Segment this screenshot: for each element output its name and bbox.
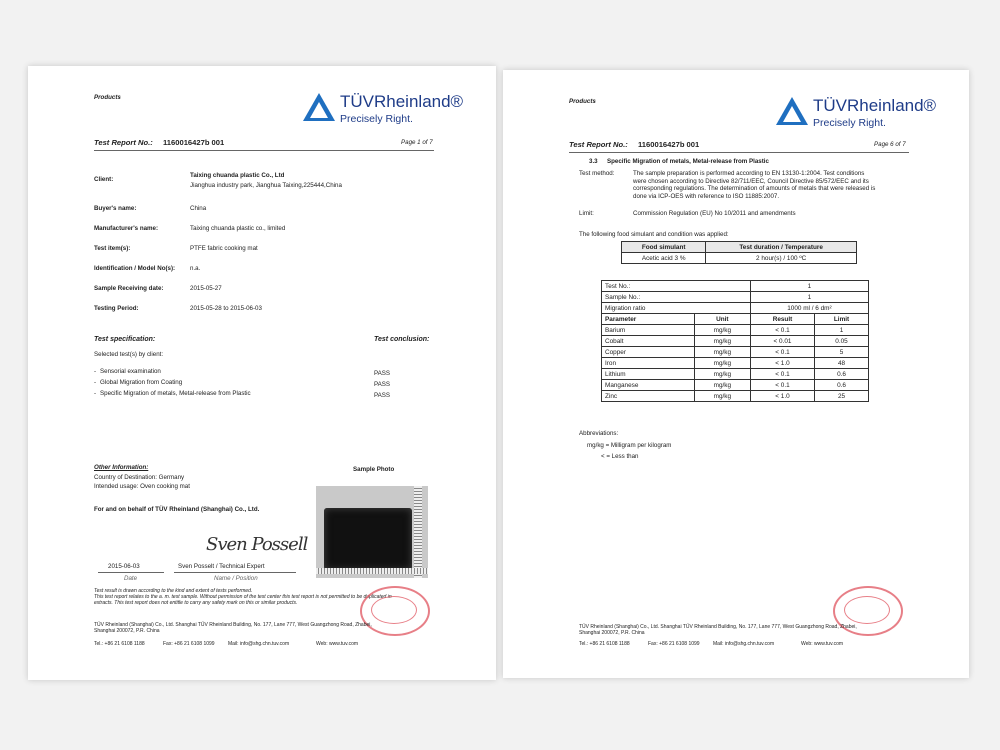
test-result: PASS bbox=[374, 370, 391, 377]
condition-cell: Acetic acid 3 % bbox=[622, 253, 706, 264]
test-result: PASS bbox=[374, 381, 391, 388]
test-name: Global Migration from Coating bbox=[100, 379, 183, 386]
table-cell: Barium bbox=[602, 325, 695, 336]
header-divider bbox=[569, 152, 909, 153]
field-label: Identification / Model No(s): bbox=[94, 265, 176, 272]
table-cell: 5 bbox=[815, 347, 869, 358]
ruler-image bbox=[316, 568, 428, 574]
footer-fax: Fax: +86 21 6108 1099 bbox=[648, 641, 700, 647]
test-conclusion-label: Test conclusion: bbox=[374, 336, 430, 343]
table-cell: < 0.1 bbox=[750, 347, 814, 358]
table-cell: Zinc bbox=[602, 391, 695, 402]
page-number: Page 6 of 7 bbox=[874, 141, 906, 148]
disclaimer-line: Test result is drawn according to the kind and extent of tests performed. bbox=[94, 588, 253, 594]
field-label: Testing Period: bbox=[94, 305, 139, 312]
other-info-line: Intended usage: Oven cooking mat bbox=[94, 483, 190, 490]
section-number: 3.3 bbox=[589, 158, 598, 165]
results-header: Unit bbox=[694, 314, 750, 325]
table-cell: < 1.0 bbox=[750, 358, 814, 369]
field-value: n.a. bbox=[190, 265, 201, 272]
results-header: Result bbox=[750, 314, 814, 325]
tuv-triangle-icon bbox=[302, 92, 336, 122]
ruler-image bbox=[414, 486, 422, 578]
address-line: TÜV Rheinland (Shanghai) Co., Ltd. Shanghai TÜV Rheinland Building, No. 177, Lane 777, West Guangzhong Road, Zhabei, bbox=[94, 622, 372, 628]
tuv-logo bbox=[302, 92, 462, 132]
table-row bbox=[602, 336, 869, 347]
brand-tagline: Precisely Right. bbox=[813, 117, 886, 129]
results-header: Limit bbox=[815, 314, 869, 325]
report-no-label: Test Report No.: bbox=[94, 138, 153, 147]
table-cell: Lithium bbox=[602, 369, 695, 380]
info-value: 1 bbox=[750, 292, 868, 303]
signer-caption: Name / Position bbox=[214, 575, 258, 582]
report-no: 1160016427b 001 bbox=[163, 138, 225, 147]
signer-name: Sven Posselt / Technical Expert bbox=[178, 563, 265, 570]
table-row bbox=[602, 369, 869, 380]
test-result: PASS bbox=[374, 392, 391, 399]
table-cell: 0.05 bbox=[815, 336, 869, 347]
info-value: 1 bbox=[750, 281, 868, 292]
table-row bbox=[602, 380, 869, 391]
page-number: Page 1 of 7 bbox=[401, 139, 433, 146]
table-cell: Cobalt bbox=[602, 336, 695, 347]
info-value: 1000 ml / 6 dm² bbox=[750, 303, 868, 314]
field-value: PTFE fabric cooking mat bbox=[190, 245, 258, 252]
condition-table bbox=[621, 241, 857, 264]
info-row bbox=[602, 303, 869, 314]
field-label: Client: bbox=[94, 176, 114, 183]
condition-cell: 2 hour(s) / 100 ºC bbox=[706, 253, 857, 264]
abbreviation-line: < = Less than bbox=[601, 453, 639, 460]
bullet-dash: - bbox=[94, 368, 97, 375]
other-info-line: Country of Destination: Germany bbox=[94, 474, 185, 481]
report-page-6 bbox=[503, 70, 969, 678]
footer-address bbox=[579, 624, 857, 636]
section-label: Products bbox=[569, 98, 596, 105]
other-info-label: Other Information: bbox=[94, 464, 149, 471]
table-cell: < 0.1 bbox=[750, 369, 814, 380]
info-label: Sample No.: bbox=[602, 292, 751, 303]
field-label: Sample Receiving date: bbox=[94, 285, 164, 292]
field-label: Test item(s): bbox=[94, 245, 131, 252]
table-cell: mg/kg bbox=[694, 347, 750, 358]
field-label: Manufacturer's name: bbox=[94, 225, 159, 232]
selected-tests-text: Selected test(s) by client: bbox=[94, 351, 164, 358]
disclaimer-line: extracts. This test report does not entitle to carry any safety mark on this or similar products. bbox=[94, 600, 298, 606]
brand-name: TÜVRheinland® bbox=[340, 92, 464, 111]
method-line: done via ICP-OES with reference to ISO 11885:2007. bbox=[633, 192, 780, 200]
info-label: Migration ratio bbox=[602, 303, 751, 314]
limit-label: Limit: bbox=[579, 210, 594, 217]
table-cell: mg/kg bbox=[694, 325, 750, 336]
brand-name: TÜVRheinland® bbox=[813, 96, 937, 115]
on-behalf-text: For and on behalf of TÜV Rheinland (Shanghai) Co., Ltd. bbox=[94, 506, 260, 513]
footer-web: Web: www.tuv.com bbox=[801, 641, 844, 647]
date-value: 2015-06-03 bbox=[108, 563, 140, 570]
test-method-label: Test method: bbox=[579, 170, 615, 177]
bullet-dash: - bbox=[94, 379, 97, 386]
address-line: Shanghai 200072, P.R. China bbox=[579, 630, 645, 636]
address-line: TÜV Rheinland (Shanghai) Co., Ltd. Shanghai TÜV Rheinland Building, No. 177, Lane 777, West Guangzhong Road, Zhabei, bbox=[579, 624, 857, 630]
section-heading: Specific Migration of metals, Metal-release from Plastic bbox=[607, 158, 769, 165]
field-label: Buyer's name: bbox=[94, 205, 137, 212]
tuv-triangle-icon bbox=[775, 96, 809, 126]
field-value: Jianghua industry park, Jianghua Taixing,225444,China bbox=[190, 182, 342, 189]
method-line: corresponding regulations. The determination of amounts of metals that were released is bbox=[633, 185, 876, 192]
footer-tel: Tel.: +86 21 6108 1188 bbox=[579, 641, 630, 647]
table-cell: 25 bbox=[815, 391, 869, 402]
table-row bbox=[602, 347, 869, 358]
tuv-logo bbox=[775, 96, 935, 136]
bullet-dash: - bbox=[94, 390, 97, 397]
table-cell: 48 bbox=[815, 358, 869, 369]
disclaimer-line: This test report relates to the a. m. test sample. Without permission of the test center this test report is not permitted to be duplicated in bbox=[94, 594, 392, 600]
table-cell: mg/kg bbox=[694, 336, 750, 347]
address-line: Shanghai 200072, P.R. China bbox=[94, 628, 160, 634]
table-row bbox=[602, 325, 869, 336]
table-cell: 0.6 bbox=[815, 380, 869, 391]
condition-header: Test duration / Temperature bbox=[706, 242, 857, 253]
method-line: The sample preparation is performed according to EN 13130-1:2004. Test conditions bbox=[633, 170, 865, 177]
date-line bbox=[98, 572, 164, 573]
table-cell: Manganese bbox=[602, 380, 695, 391]
test-method-text bbox=[633, 170, 875, 200]
signature-image: Sven Possell bbox=[206, 534, 308, 555]
test-name: Sensorial examination bbox=[100, 368, 161, 375]
table-cell: mg/kg bbox=[694, 358, 750, 369]
table-cell: mg/kg bbox=[694, 369, 750, 380]
sample-photo-label: Sample Photo bbox=[353, 466, 395, 473]
section-label: Products bbox=[94, 94, 121, 101]
footer-web: Web: www.tuv.com bbox=[316, 641, 359, 647]
table-cell: 0.6 bbox=[815, 369, 869, 380]
date-caption: Date bbox=[124, 575, 138, 582]
info-row bbox=[602, 281, 869, 292]
table-row bbox=[602, 358, 869, 369]
info-label: Test No.: bbox=[602, 281, 751, 292]
table-cell: < 0.1 bbox=[750, 325, 814, 336]
table-cell: < 0.01 bbox=[750, 336, 814, 347]
limit-text: Commission Regulation (EU) No 10/2011 and amendments bbox=[633, 210, 796, 217]
table-cell: Iron bbox=[602, 358, 695, 369]
table-row bbox=[602, 391, 869, 402]
condition-intro: The following food simulant and condition was applied: bbox=[579, 231, 729, 238]
condition-header: Food simulant bbox=[622, 242, 706, 253]
info-row bbox=[602, 292, 869, 303]
test-spec-label: Test specification: bbox=[94, 336, 156, 343]
table-cell: mg/kg bbox=[694, 391, 750, 402]
results-header: Parameter bbox=[602, 314, 695, 325]
results-table bbox=[601, 280, 869, 402]
test-name: Specific Migration of metals, Metal-release from Plastic bbox=[100, 390, 251, 397]
report-no-label: Test Report No.: bbox=[569, 140, 628, 149]
footer-fax: Fax: +86 21 6108 1099 bbox=[163, 641, 215, 647]
header-divider bbox=[94, 150, 434, 151]
field-value: Taixing chuanda plastic co., limited bbox=[190, 225, 286, 232]
abbreviation-line: mg/kg = Milligram per kilogram bbox=[587, 442, 672, 449]
report-page-1 bbox=[28, 66, 496, 680]
field-value: Taixing chuanda plastic Co., Ltd bbox=[190, 172, 285, 179]
report-no: 1160016427b 001 bbox=[638, 140, 700, 149]
table-cell: < 0.1 bbox=[750, 380, 814, 391]
disclaimer bbox=[94, 588, 392, 606]
table-cell: mg/kg bbox=[694, 380, 750, 391]
results-header-row bbox=[602, 314, 869, 325]
method-line: were chosen according to Directive 82/711/EEC, Council Directive 85/572/EEC and its bbox=[633, 177, 869, 185]
cooking-mat-image bbox=[324, 508, 412, 570]
table-cell: Copper bbox=[602, 347, 695, 358]
footer-mail: Mail: info@shg.chn.tuv.com bbox=[713, 641, 775, 647]
brand-tagline: Precisely Right. bbox=[340, 113, 413, 125]
footer-tel: Tel.: +86 21 6108 1188 bbox=[94, 641, 145, 647]
signer-line bbox=[174, 572, 296, 573]
footer-mail: Mail: info@shg.chn.tuv.com bbox=[228, 641, 290, 647]
table-cell: 1 bbox=[815, 325, 869, 336]
field-value: 2015-05-28 to 2015-06-03 bbox=[190, 305, 262, 312]
field-value: China bbox=[190, 205, 207, 212]
field-value: 2015-05-27 bbox=[190, 285, 222, 292]
sample-photo bbox=[316, 486, 428, 578]
table-cell: < 1.0 bbox=[750, 391, 814, 402]
abbreviations-label: Abbreviations: bbox=[579, 430, 619, 437]
footer-address bbox=[94, 622, 372, 634]
